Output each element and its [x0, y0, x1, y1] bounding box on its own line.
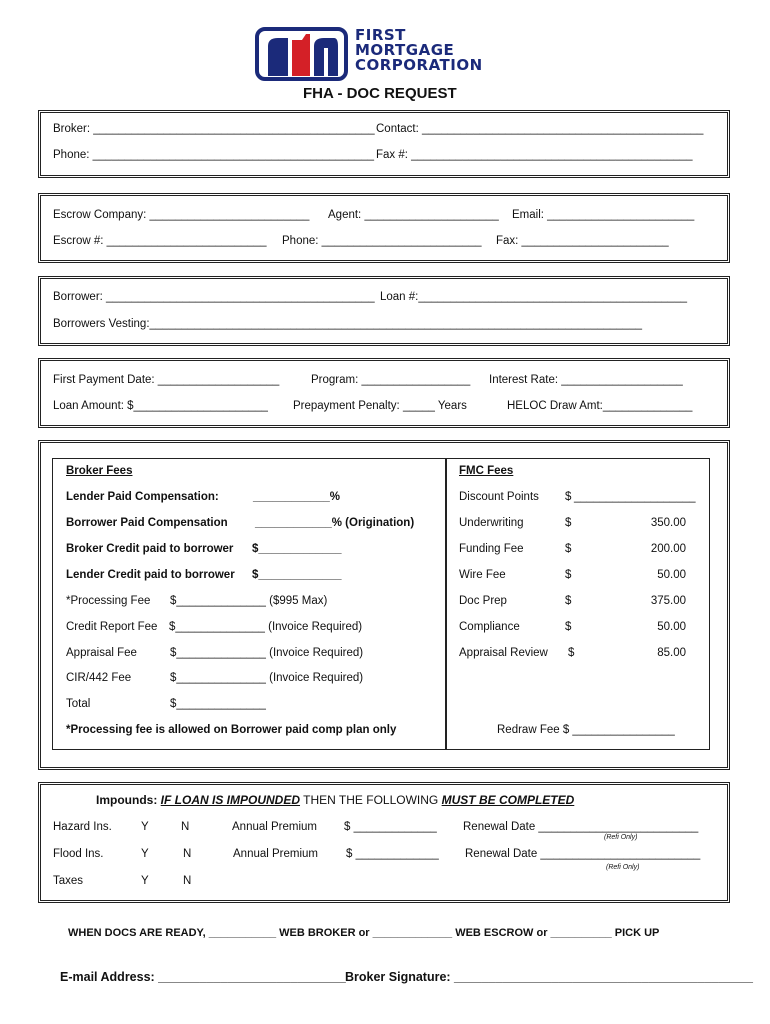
interest-rate-field[interactable]: Interest Rate: ___________________ — [489, 374, 683, 386]
hazard-ins-renewal[interactable]: Renewal Date _________________________ — [463, 821, 699, 833]
escrow-phone-field[interactable]: Phone: _________________________ — [282, 235, 482, 247]
page-title: FHA - DOC REQUEST — [303, 85, 457, 102]
broker-credit-label: Broker Credit paid to borrower — [66, 543, 234, 555]
flood-ins-renewal[interactable]: Renewal Date _________________________ — [465, 848, 701, 860]
underwriting-label: Underwriting — [459, 517, 524, 529]
taxes-n[interactable]: N — [183, 875, 192, 887]
prepayment-penalty-field[interactable]: Prepayment Penalty: _____ Years — [293, 400, 467, 412]
logo-line-2: MORTGAGE — [355, 41, 455, 59]
doc-prep-label: Doc Prep — [459, 595, 507, 607]
taxes-label: Taxes — [53, 875, 84, 887]
underwriting-currency: $ — [565, 517, 572, 529]
discount-points-label: Discount Points — [459, 491, 539, 503]
appraisal-review-value: 85.00 — [657, 647, 686, 659]
impounds-if-loan: IF LOAN IS IMPOUNDED — [160, 793, 301, 807]
heloc-field[interactable]: HELOC Draw Amt:______________ — [507, 400, 693, 412]
broker-field[interactable]: Broker: ____________________________________________ — [53, 123, 375, 135]
hazard-ins-amount[interactable]: $ _____________ — [344, 821, 437, 833]
email-address-field[interactable]: E-mail Address: ___________________________ — [60, 970, 346, 984]
appraisal-review-label: Appraisal Review — [459, 647, 548, 659]
compliance-value: 50.00 — [657, 621, 686, 633]
wire-fee-label: Wire Fee — [459, 569, 506, 581]
total-value[interactable]: $______________ — [170, 698, 266, 710]
doc-prep-currency: $ — [565, 595, 572, 607]
agent-field[interactable]: Agent: _____________________ — [328, 209, 499, 221]
hazard-ins-y[interactable]: Y — [141, 821, 149, 833]
flood-ins-label: Flood Ins. — [53, 848, 104, 860]
borrower-paid-comp-value[interactable]: ____________% (Origination) — [255, 517, 415, 529]
fmc-fees-header: FMC Fees — [459, 465, 514, 477]
underwriting-value: 350.00 — [650, 517, 686, 529]
docs-ready-line[interactable]: WHEN DOCS ARE READY, ___________ WEB BROKER or _____________ WEB ESCROW or __________ PICK UP — [68, 927, 660, 939]
impounds-label: Impounds: — [96, 793, 158, 807]
appraisal-review-currency: $ — [568, 647, 575, 659]
cir-fee-label: CIR/442 Fee — [66, 672, 132, 684]
escrow-number-field[interactable]: Escrow #: _________________________ — [53, 235, 267, 247]
loan-amount-field[interactable]: Loan Amount: $_____________________ — [53, 400, 268, 412]
escrow-fax-field[interactable]: Fax: _______________________ — [496, 235, 669, 247]
cir-fee-value[interactable]: $______________ (Invoice Required) — [170, 672, 364, 684]
taxes-y[interactable]: Y — [141, 875, 149, 887]
broker-signature-field[interactable]: Broker Signature: ___________________________________________ — [345, 970, 753, 984]
wire-fee-value: 50.00 — [657, 569, 686, 581]
funding-fee-value: 200.00 — [650, 543, 686, 555]
contact-field[interactable]: Contact: ____________________________________________ — [376, 123, 704, 135]
credit-report-fee-value[interactable]: $______________ (Invoice Required) — [169, 621, 363, 633]
processing-fee-note: *Processing fee is allowed on Borrower paid comp plan only — [66, 724, 397, 736]
credit-report-fee-label: Credit Report Fee — [66, 621, 158, 633]
lender-credit-value[interactable]: $_____________ — [252, 569, 342, 581]
discount-points-currency: $ — [565, 491, 572, 503]
doc-prep-value: 375.00 — [650, 595, 686, 607]
flood-ins-refi-note: (Refi Only) — [606, 864, 640, 871]
funding-fee-currency: $ — [565, 543, 572, 555]
logo-mark-icon — [254, 26, 349, 82]
processing-fee-value[interactable]: $______________ ($995 Max) — [170, 595, 328, 607]
lender-paid-comp-value[interactable]: ____________% — [253, 491, 340, 503]
broker-section — [38, 110, 730, 178]
broker-fax-field[interactable]: Fax #: ____________________________________________ — [376, 149, 693, 161]
flood-ins-n[interactable]: N — [183, 848, 192, 860]
borrower-field[interactable]: Borrower: __________________________________________ — [53, 291, 375, 303]
flood-ins-premium-label: Annual Premium — [233, 848, 319, 860]
compliance-currency: $ — [565, 621, 572, 633]
borrower-section — [38, 276, 730, 346]
wire-fee-currency: $ — [565, 569, 572, 581]
escrow-section — [38, 193, 730, 263]
hazard-ins-refi-note: (Refi Only) — [604, 834, 638, 841]
hazard-ins-n[interactable]: N — [181, 821, 190, 833]
logo-line-1: FIRST — [355, 26, 406, 44]
escrow-company-field[interactable]: Escrow Company: _________________________ — [53, 209, 310, 221]
discount-points-value[interactable]: ___________________ — [574, 491, 696, 503]
impounds-heading — [96, 793, 574, 807]
email-field[interactable]: Email: _______________________ — [512, 209, 695, 221]
vesting-field[interactable]: Borrowers Vesting:_____________________________________________________________________________ — [53, 318, 642, 330]
impounds-then: THEN THE FOLLOWING — [303, 793, 439, 807]
lender-paid-comp-label: Lender Paid Compensation: — [66, 491, 219, 503]
appraisal-fee-value[interactable]: $______________ (Invoice Required) — [170, 647, 364, 659]
processing-fee-label: *Processing Fee — [66, 595, 151, 607]
impounds-must: MUST BE COMPLETED — [441, 793, 575, 807]
borrower-paid-comp-label: Borrower Paid Compensation — [66, 517, 228, 529]
logo-line-3: CORPORATION — [355, 56, 483, 74]
funding-fee-label: Funding Fee — [459, 543, 524, 555]
broker-phone-field[interactable]: Phone: ____________________________________________ — [53, 149, 375, 161]
flood-ins-amount[interactable]: $ _____________ — [346, 848, 439, 860]
company-logo — [254, 26, 510, 82]
appraisal-fee-label: Appraisal Fee — [66, 647, 137, 659]
loan-terms-section — [38, 358, 730, 428]
program-field[interactable]: Program: _________________ — [311, 374, 471, 386]
loan-number-field[interactable]: Loan #:__________________________________________ — [380, 291, 687, 303]
first-payment-field[interactable]: First Payment Date: ___________________ — [53, 374, 280, 386]
broker-credit-value[interactable]: $_____________ — [252, 543, 342, 555]
hazard-ins-premium-label: Annual Premium — [232, 821, 318, 833]
total-label: Total — [66, 698, 91, 710]
hazard-ins-label: Hazard Ins. — [53, 821, 112, 833]
broker-fees-header: Broker Fees — [66, 465, 133, 477]
redraw-fee-field[interactable]: Redraw Fee $ ________________ — [497, 724, 675, 736]
lender-credit-label: Lender Credit paid to borrower — [66, 569, 235, 581]
flood-ins-y[interactable]: Y — [141, 848, 149, 860]
compliance-label: Compliance — [459, 621, 520, 633]
